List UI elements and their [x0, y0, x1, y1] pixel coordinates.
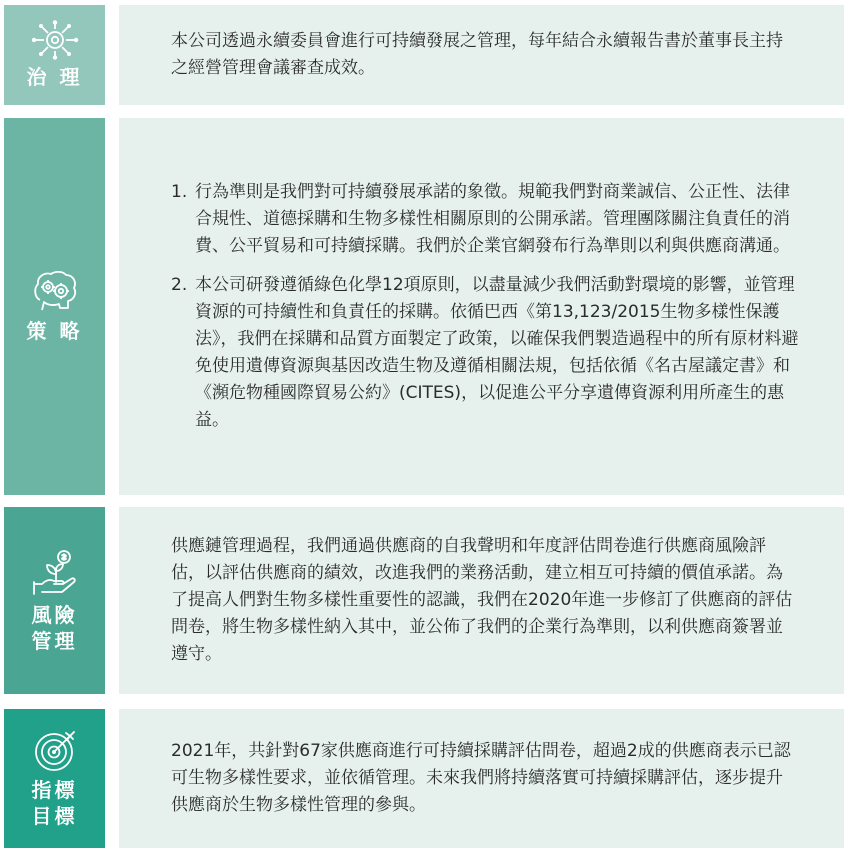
- section-label-text: 治 理: [26, 65, 83, 89]
- list-item-text: 行為準則是我們對可持續發展承諾的象徵。規範我們對商業誠信、公正性、法律合規性、道德採購和生物多樣性相關原則的公開承諾。管理團隊關注負責任的消費、公平貿易和可持續採購。我們於企業官網發布行為準則以利與供應商溝通。: [195, 182, 790, 256]
- section-label-risk: [4, 507, 105, 694]
- section-metrics-targets: [4, 709, 844, 848]
- section-strategy: [4, 118, 844, 495]
- section-content: [119, 118, 844, 495]
- content-paragraph: 供應鏈管理過程，我們通過供應商的自我聲明和年度評估問卷進行供應商風險評估，以評估供應商的績效，改進我們的業務活動，建立相互可持續的價值承諾。為了提高人們對生物多樣性重要性的認識，我們在2020年進一步修訂了供應商的評估問卷，將生物多樣性納入其中，並公佈了我們的企業行為準則，以利供應商簽署並遵守。: [171, 536, 793, 664]
- section-content: [119, 507, 844, 694]
- section-label-governance: [4, 5, 105, 105]
- list-item: [171, 272, 800, 434]
- content-paragraph: 本公司透過永續委員會進行可持續發展之管理，每年結合永續報告書於董事長主持之經營管理會議審查成效。: [171, 31, 783, 78]
- gear-network-icon: [31, 20, 79, 60]
- section-risk-management: [4, 507, 844, 694]
- brain-gears-icon: [32, 270, 78, 314]
- hand-plant-coin-icon: [30, 548, 80, 598]
- section-content: [119, 709, 844, 848]
- section-label-text: 策 略: [26, 318, 83, 343]
- list-item: [171, 179, 800, 260]
- list-item-number: 2.: [171, 275, 188, 295]
- section-label-text: 風險 管理: [31, 602, 78, 653]
- list-item-text: 本公司研發遵循綠色化學12項原則，以盡量減少我們活動對環境的影響，並管理資源的可持續性和負責任的採購。依循巴西《第13,123/2015生物多樣性保護法》，我們在採購和品質方面製定了政策，以確保我們製造過程中的所有原材料避免使用遺傳資源與基因改造生物及遵循相關法規，包括依循《名古屋議定書》和《瀕危物種國際貿易公約》(CITES)，以促進公平分享遺傳資源利用所產生的惠益。: [195, 275, 799, 430]
- section-governance: [4, 5, 844, 105]
- content-paragraph: 2021年，共針對67家供應商進行可持續採購評估問卷，超過2成的供應商表示已認可生物多樣性要求，並依循管理。未來我們將持續落實可持續採購評估，逐步提升供應商於生物多樣性管理的參與。: [171, 741, 791, 815]
- section-label-text: 指標 目標: [31, 777, 78, 828]
- section-label-metrics: [4, 709, 105, 848]
- numbered-list: [171, 179, 800, 434]
- section-label-strategy: [4, 118, 105, 495]
- list-item-number: 1.: [171, 182, 188, 202]
- section-content: [119, 5, 844, 105]
- target-arrow-icon: [32, 729, 78, 773]
